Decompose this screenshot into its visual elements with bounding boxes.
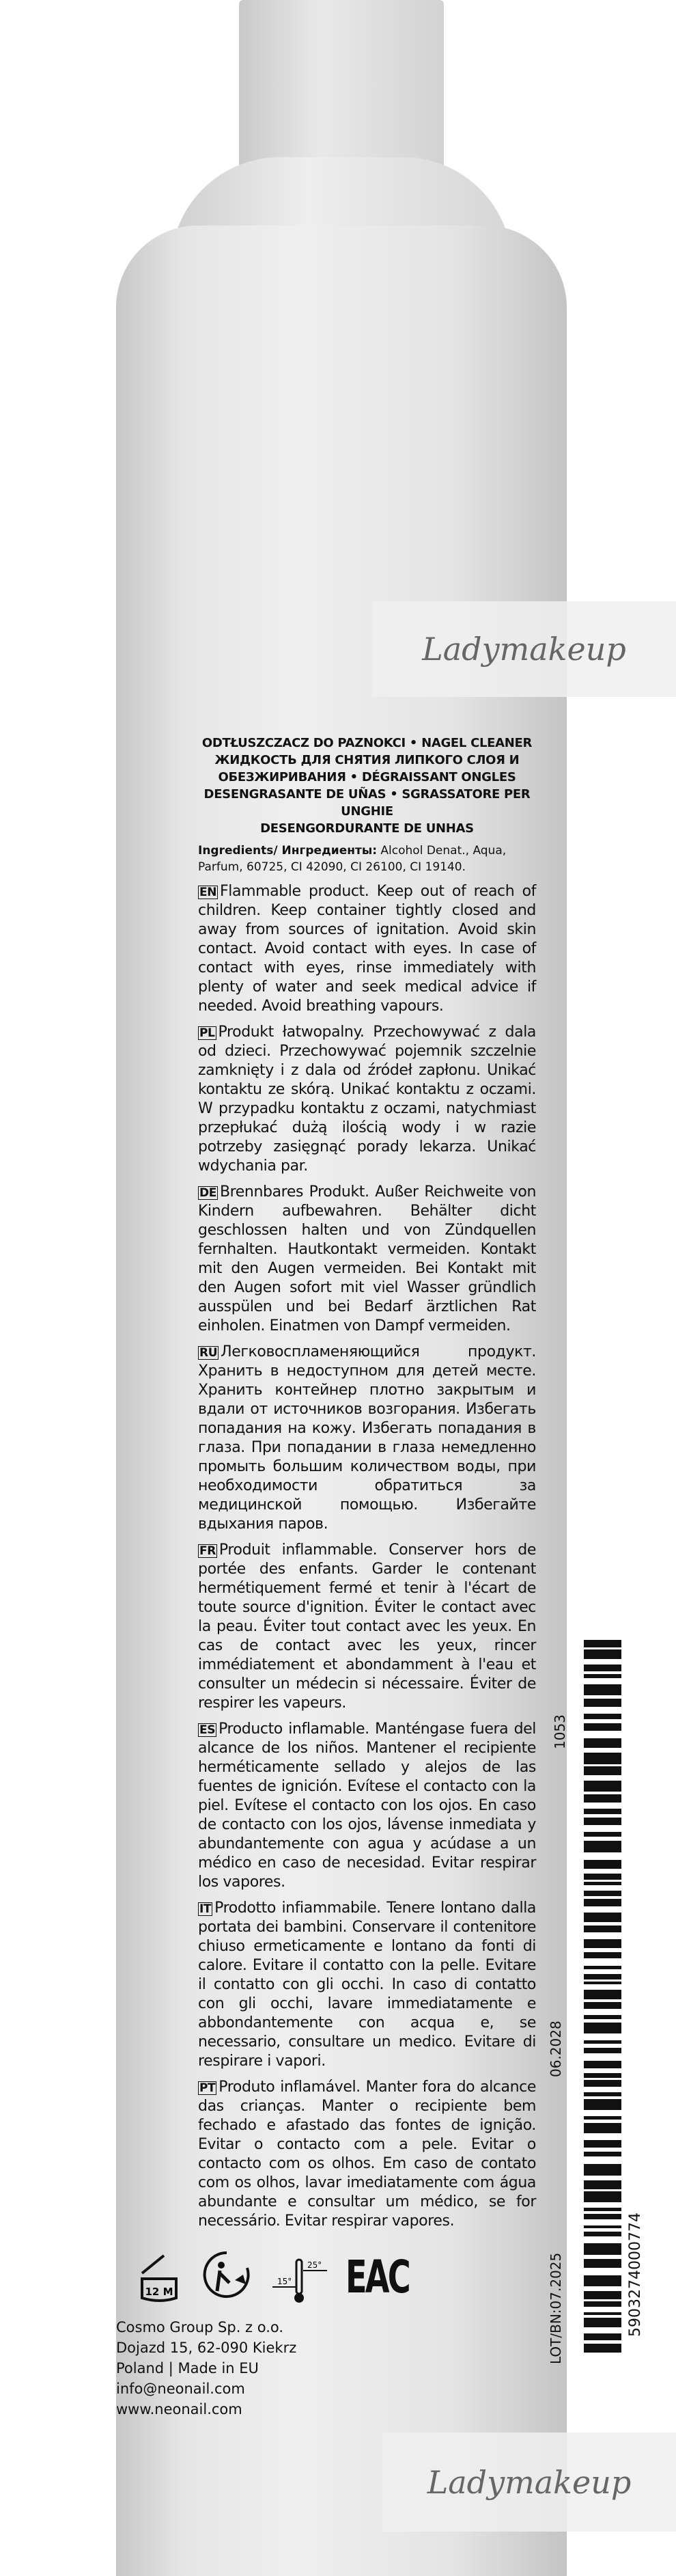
barcode-bar	[584, 1952, 621, 1958]
warning-text: Prodotto infiammabile. Tenere lontano dalla portata dei bambini. Conservare il contenitore chiuso ermeticamente e lontano da fonti di calore. Evitare il contatto con la pelle. Evitare il contatto con gli occhi. In caso di contatto con gli occhi, lavare immediatamente e abbondantemente con acqua e, se necessario, consultare un medico. Evitare di respirare i vapori.	[198, 1900, 536, 2070]
label-area	[116, 735, 539, 2420]
barcode-bar	[584, 2073, 621, 2078]
warning-pt	[198, 2078, 536, 2231]
temperature-icon	[269, 2246, 330, 2307]
pao-jar-icon	[137, 2246, 184, 2307]
language-code: FR	[199, 1544, 216, 1558]
item-code: 1053	[552, 1714, 568, 1749]
watermark-logo: Ladymakeup	[382, 2433, 676, 2532]
eac-mark: EAC	[346, 2250, 409, 2303]
barcode-bar	[584, 1699, 621, 1707]
product-title	[198, 735, 536, 837]
warning-text: Легковоспламеняющийся продукт. Хранить в недоступном для детей месте. Хранить контейнер плотно закрытым и вдали от источников возгорания. Избегать попадания на кожу. Избегать попадания в глаза. При попадании в глаза немедленно промыть большим количеством воды, при необходимости обратиться за медицинской помощью. Избегайте вдыхания паров.	[198, 1343, 536, 1533]
barcode-bar	[584, 2116, 621, 2120]
barcode-bar	[584, 1939, 621, 1948]
barcode-bar	[584, 2061, 621, 2068]
watermark-logo: Ladymakeup	[372, 601, 676, 697]
barcode-bar	[584, 1723, 621, 1731]
barcode-bar	[584, 2225, 621, 2228]
barcode-bar	[584, 2333, 621, 2340]
language-code: IT	[199, 1902, 212, 1916]
language-code: PT	[199, 2081, 216, 2095]
product-label	[198, 735, 536, 2231]
title-line: DESENGRASANTE DE UÑAS • SGRASSATORE PER UNGHIE	[203, 787, 531, 819]
barcode-bar	[584, 2208, 621, 2211]
warning-text: Brennbares Produkt. Außer Reichweite von Kindern aufbewahren. Behälter dicht geschlossen halten und von Zündquellen fernhalten. Hautkontakt vermeiden. Kontakt mit den Augen vermeiden. Bei Kontakt mit den Augen sofort mit viel Wasser gründlich ausspülen und bei Bedarf ärztlichen Rat einholen. Einatmen von Dampf vermeiden.	[198, 1183, 536, 1334]
warning-de	[198, 1183, 536, 1336]
barcode-bar	[584, 2092, 621, 2096]
barcode-bar	[584, 2080, 621, 2087]
barcode-bar	[584, 1966, 621, 1969]
barcode-bar	[584, 2312, 621, 2315]
warning-es	[198, 1720, 536, 1892]
barcode-bar	[584, 1664, 621, 1671]
warning-en	[198, 882, 536, 1016]
barcode-bar	[584, 2123, 621, 2133]
barcode-bar	[584, 2140, 621, 2148]
title-line: ODTŁUSZCZACZ DO PAZNOKCI • NAGEL CLEANER	[201, 736, 533, 750]
barcode-bar	[584, 2243, 621, 2255]
warning-it	[198, 1899, 536, 2071]
barcode-bar	[584, 2318, 621, 2327]
barcode-bar	[584, 1640, 621, 1647]
warning-text: Produkt łatwopalny. Przechowywać z dala od dzieci. Przechowywać pojemnik szczelnie zamknięty i z dala od źródeł zapłonu. Unikać kontaktu ze skórą. Unikać kontaktu z oczami. W przypadku kontaktu z oczami, natychmiast przepłukać dużą ilością wody i w razie potrzeby zasięgnąć porady lekarza. Unikać wdychania par.	[198, 1024, 536, 1175]
language-code: EN	[199, 886, 217, 899]
title-line: ЖИДКОСТЬ ДЛЯ СНЯТИЯ ЛИПКОГО СЛОЯ И	[214, 753, 520, 767]
barcode-bar	[584, 1766, 621, 1775]
barcode-bar	[584, 1809, 621, 1814]
language-code: RU	[199, 1346, 218, 1360]
ingredients	[198, 842, 536, 875]
barcode-bar	[584, 2301, 621, 2307]
barcode-bar	[584, 2344, 621, 2353]
language-code: DE	[199, 1186, 216, 1200]
barcode-bar	[584, 1684, 621, 1695]
bottle-cap	[239, 0, 444, 171]
barcode-bar	[584, 2232, 621, 2236]
barcode-bar	[584, 1874, 621, 1880]
ingredients-label: Ingredients/ Ингредиенты:	[198, 844, 378, 858]
barcode-bar	[584, 1926, 621, 1932]
barcode-bar	[584, 1974, 621, 1979]
warnings	[198, 882, 536, 2231]
barcode-bar	[584, 2015, 621, 2019]
email-text: info@neonail.com	[116, 2381, 245, 2397]
barcode-bar	[584, 1738, 621, 1748]
address-line: Dojazd 15, 62-090 Kiekrz	[116, 2340, 297, 2356]
barcode-bar	[584, 2275, 621, 2286]
barcode-bar	[584, 2214, 621, 2219]
address-line: Poland | Made in EU	[116, 2360, 259, 2376]
barcode-bar	[584, 1913, 621, 1922]
barcode-bar	[584, 1899, 621, 1906]
manufacturer-address	[116, 2317, 341, 2420]
barcode-bar	[584, 1860, 621, 1869]
temp-high: 25°	[307, 2260, 322, 2270]
barcode-number: 5903274000774	[627, 2212, 644, 2337]
barcode-bar	[584, 2191, 621, 2202]
title-line: ОБЕЗЖИРИВАНИЯ • DÉGRAISSANT ONGLES	[218, 770, 516, 784]
barcode-bar	[584, 2152, 621, 2156]
title-line: DESENGORDURANTE DE UNHAS	[260, 821, 474, 836]
barcode-bar	[584, 2048, 621, 2053]
warning-text: Produto inflamável. Manter fora do alcance das crianças. Manter o recipiente bem fechado e afastado das fontes de ignição. Evitar o contacto com a pele. Evitar o contacto com os olhos. Em caso de contato com os olhos, lavar imediatamente com água abundante e consultar um médico, se for necessário. Evitar respirar vapores.	[198, 2079, 536, 2230]
barcode-bar	[584, 1674, 621, 1678]
barcode-bar	[584, 2164, 621, 2176]
barcode-bar	[584, 2259, 621, 2268]
barcode-bar	[584, 2291, 621, 2299]
barcode-bar	[584, 1882, 621, 1885]
temp-low: 15°	[277, 2277, 292, 2286]
barcode-bar	[584, 1781, 621, 1792]
pao-text: 12 M	[145, 2286, 173, 2298]
barcode-bar	[584, 2099, 621, 2110]
barcode-bar	[584, 1982, 621, 1984]
barcode-bar	[584, 1818, 621, 1825]
warning-ru	[198, 1343, 536, 1534]
barcode-bar	[584, 1832, 621, 1837]
barcode-bar	[584, 1753, 621, 1764]
recycle-person-icon	[199, 2246, 254, 2307]
batch-number: LOT/BN:07.2025	[548, 2252, 564, 2364]
language-code: PL	[199, 1026, 215, 1040]
barcode-bar	[584, 1649, 621, 1659]
warning-pl	[198, 1023, 536, 1176]
warning-text: Produit inflammable. Conserver hors de portée des enfants. Garder le contenant hermétiquement fermé et tenir à l'écart de toute source d'ignition. Éviter le contact avec la peau. Éviter tout contact avec les yeux. En cas de contact avec les yeux, rincer immédiatement et abondamment à l'eau et consulter un médecin si nécessaire. Éviter de respirer les vapeurs.	[198, 1542, 536, 1712]
barcode-bar	[584, 1794, 621, 1803]
barcode-bar	[584, 2002, 621, 2009]
barcode-bar	[584, 1891, 621, 1896]
warning-text: Producto inflamable. Manténgase fuera del alcance de los niños. Mantener el recipiente herméticamente sellado y alejos de las fuentes de ignición. Evítese el contacto con la piel. Evítese el contacto con los ojos. En caso de contacto con los ojos, lávense inmediata y abundantemente con agua y acúdase a un médico en caso de necesidad. Evitar respirar los vapores.	[198, 1721, 536, 1891]
barcode-bar	[584, 2180, 621, 2189]
barcode-bar	[584, 2040, 621, 2044]
warning-fr	[198, 1541, 536, 1713]
address-line: Cosmo Group Sp. z o.o.	[116, 2319, 284, 2335]
barcode-bar	[584, 1841, 621, 1852]
barcode-bar	[584, 2023, 621, 2033]
expiry-date: 06.2028	[548, 2020, 564, 2077]
ingredients-text: Alcohol Denat., Aqua, Parfum, 60725, CI 42090, CI 26100, CI 19140.	[198, 844, 507, 874]
warning-text: Flammable product. Keep out of reach of children. Keep container tightly closed and away from sources of ignitation. Avoid skin contact. Avoid contact with eyes. In case of contact with eyes, rinse immediately with plenty of water and seek medical advice if needed. Avoid breathing vapours.	[198, 883, 536, 1015]
website-text: www.neonail.com	[116, 2401, 242, 2417]
barcode-bar	[584, 1714, 621, 1719]
language-code: ES	[199, 1723, 216, 1737]
barcode-bar	[584, 1990, 621, 1999]
symbols-row	[137, 2246, 539, 2307]
